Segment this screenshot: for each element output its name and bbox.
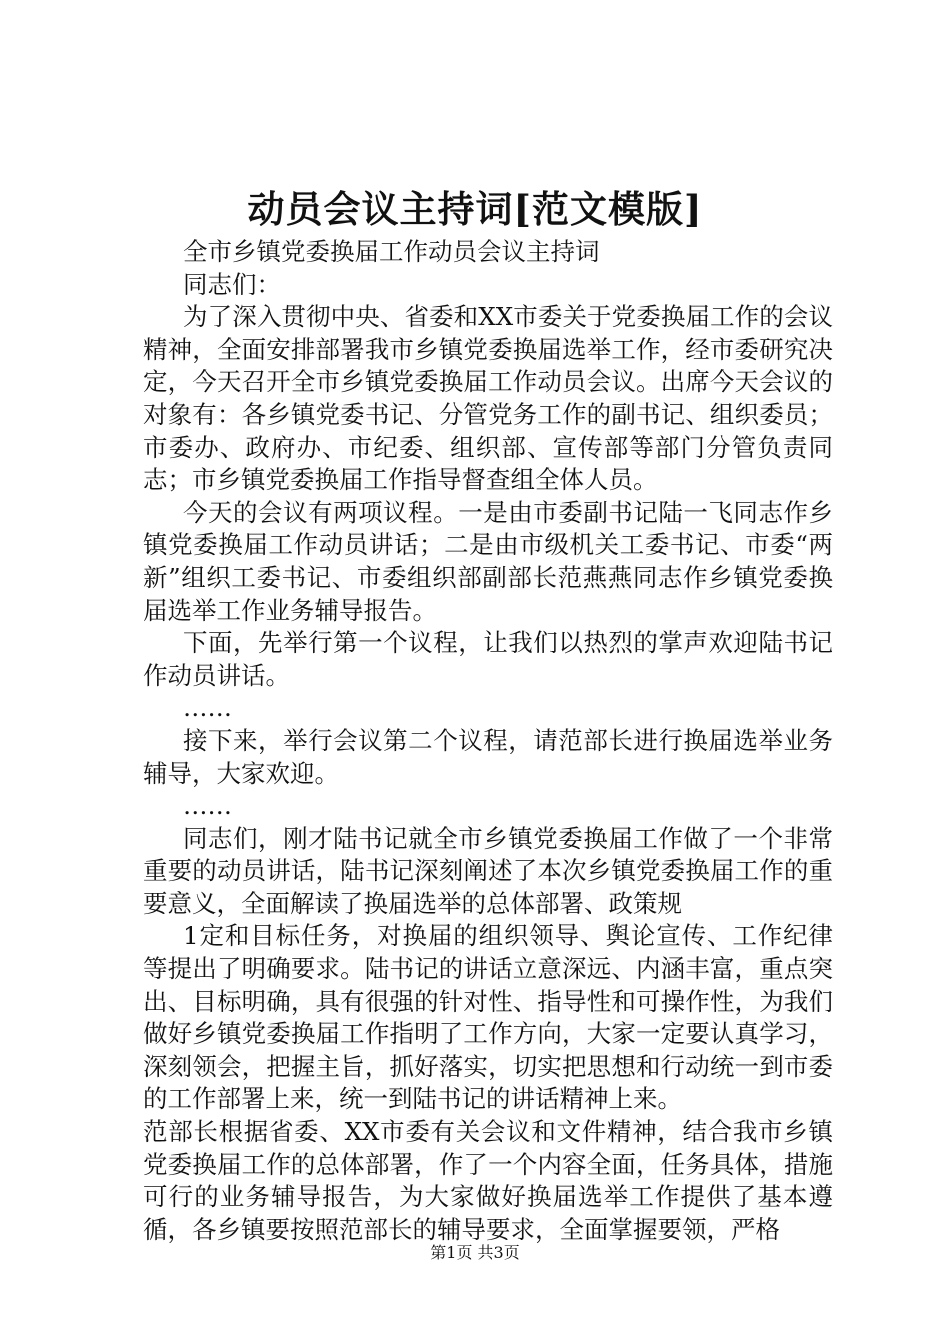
body-paragraph: 下面，先举行第一个议程，让我们以热烈的掌声欢迎陆书记作动员讲话。 xyxy=(143,628,833,690)
subtitle-paragraph: 全市乡镇党委换届工作动员会议主持词 xyxy=(183,237,600,266)
ellipsis-paragraph: …… xyxy=(183,693,232,723)
document-title: 动员会议主持词[范文模版] xyxy=(247,187,703,231)
body-paragraph: 为了深入贯彻中央、省委和XX市委关于党委换届工作的会议精神，全面安排部署我市乡镇党委换届选举工作，经市委研究决定，今天召开全市乡镇党委换届工作动员会议。出席今天会议的对象有：各乡镇党委书记、分管党务工作的副书记、组织委员；市委办、政府办、市纪委、组织部、宣传部等部门分管负责同志；市乡镇党委换届工作指导督查组全体人员。 xyxy=(143,302,833,495)
body-paragraph: 今天的会议有两项议程。一是由市委副书记陆一飞同志作乡镇党委换届工作动员讲话；二是由市级机关工委书记、市委“两新”组织工委书记、市委组织部副部长范燕燕同志作乡镇党委换届选举工作业务辅导报告。 xyxy=(143,497,833,625)
body-paragraph: 同志们，刚才陆书记就全市乡镇党委换届工作做了一个非常重要的动员讲话，陆书记深刻阐述了本次乡镇党委换届工作的重要意义，全面解读了换届选举的总体部署、政策规 xyxy=(143,823,833,918)
ellipsis-paragraph: …… xyxy=(183,791,232,821)
document-body xyxy=(143,236,833,1246)
body-paragraph: 范部长根据省委、XX市委有关会议和文件精神，结合我市乡镇党委换届工作的总体部署，作了一个内容全面，任务具体，措施可行的业务辅导报告，为大家做好换届选举工作提供了基本遵循，各乡镇要按照范部长的辅导要求，全面掌握要领，严格 xyxy=(143,1117,833,1244)
body-paragraph: 1定和目标任务，对换届的组织领导、舆论宣传、工作纪律等提出了明确要求。陆书记的讲话立意深远、内涵丰富，重点突出、目标明确，具有很强的针对性、指导性和可操作性，为我们做好乡镇党委换届工作指明了工作方向，大家一定要认真学习，深刻领会，把握主旨，抓好落实，切实把思想和行动统一到市委的工作部署上来，统一到陆书记的讲话精神上来。 xyxy=(143,921,833,1114)
salutation-paragraph: 同志们： xyxy=(183,269,281,299)
page-footer: 第1页 共3页 xyxy=(430,1243,520,1262)
body-paragraph: 接下来，举行会议第二个议程，请范部长进行换届选举业务辅导，大家欢迎。 xyxy=(143,725,833,788)
